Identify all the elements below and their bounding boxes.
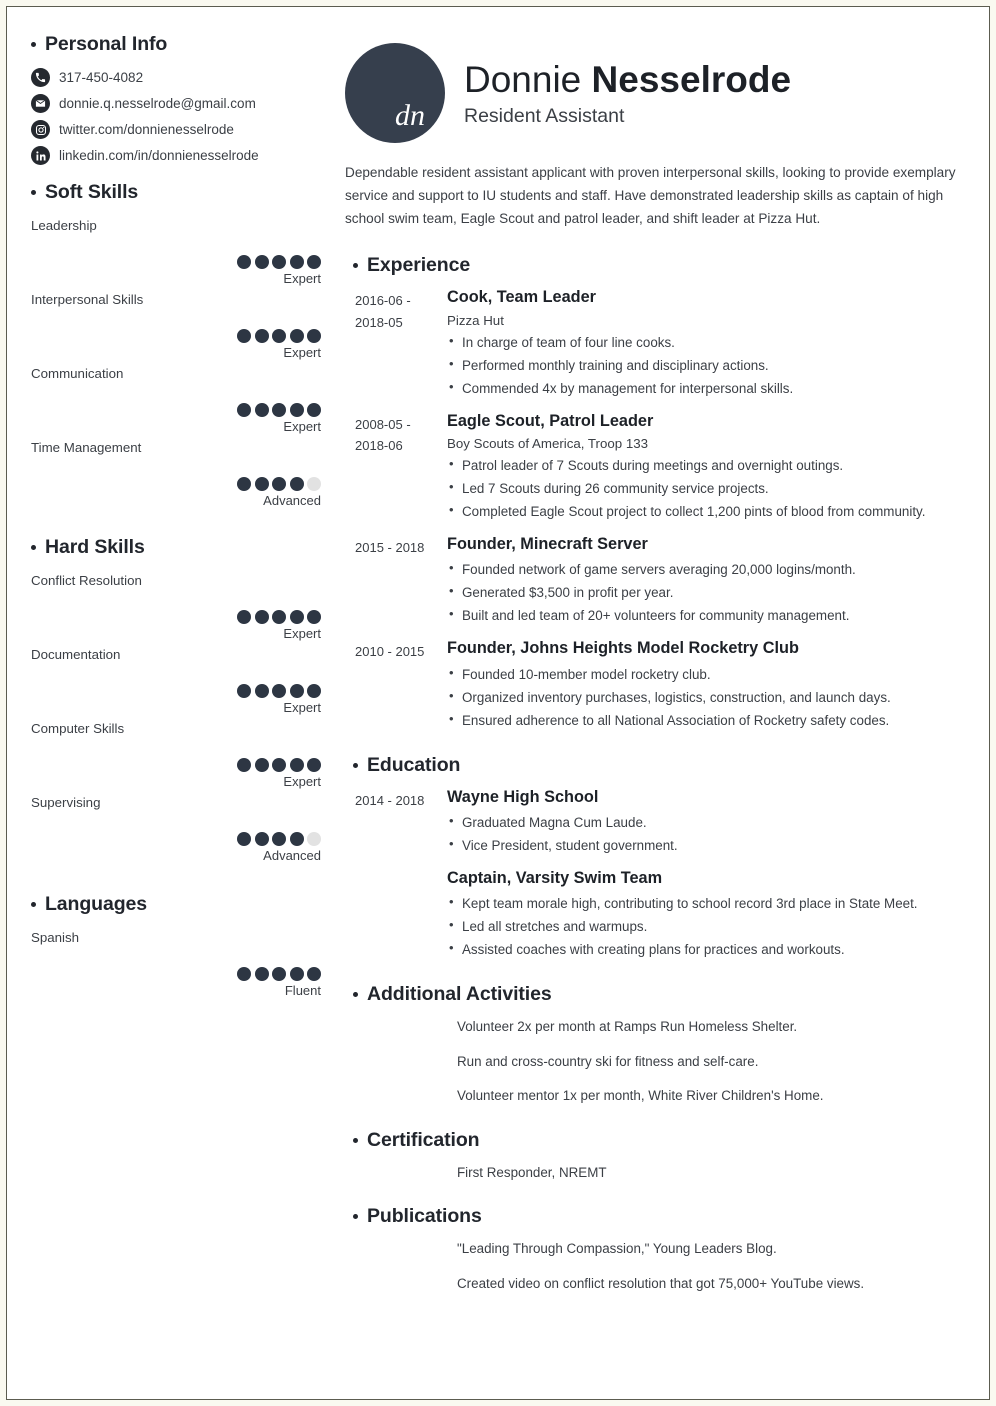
rating-dot: [307, 967, 321, 981]
rating-dot: [237, 255, 251, 269]
skill-label: Communication: [31, 366, 124, 381]
rating-dot: [307, 403, 321, 417]
main-content: [337, 33, 967, 1389]
first-name: Donnie: [464, 59, 582, 100]
section-title: Education: [367, 753, 461, 776]
skill-item: [31, 218, 323, 286]
rating-dot: [237, 758, 251, 772]
rating-dot: [255, 477, 269, 491]
bullet-item: • Organized inventory purchases, logistics, construction, and launch days.: [447, 686, 967, 709]
additional-activities-list: [345, 1016, 967, 1106]
skill-rating: [31, 832, 323, 846]
skill-rating: [31, 610, 323, 624]
section-title: Additional Activities: [367, 983, 552, 1006]
resume-header: [345, 33, 967, 143]
rating-dot: [272, 684, 286, 698]
list-item: Run and cross-country ski for fitness and self-care.: [457, 1053, 759, 1069]
skill-label: Time Management: [31, 440, 142, 455]
skill-label: Documentation: [31, 647, 121, 662]
resume-entry: [345, 534, 967, 627]
soft-skills-list: [31, 218, 323, 508]
bullet-icon: [31, 190, 36, 195]
entry-bullets: [447, 558, 967, 627]
rating-dot: [307, 832, 321, 846]
rating-dot: [290, 329, 304, 343]
last-name: Nesselrode: [591, 59, 792, 100]
resume-entry: [345, 787, 967, 857]
section-heading-publications: [353, 1205, 967, 1228]
skill-item: [31, 721, 323, 789]
contact-item[interactable]: [31, 146, 323, 165]
skill-level: Expert: [283, 626, 321, 641]
rating-dot: [255, 255, 269, 269]
section-heading-certification: [353, 1129, 967, 1152]
skill-label: Spanish: [31, 930, 80, 945]
avatar: [345, 43, 445, 143]
list-item: Volunteer mentor 1x per month, White River Children's Home.: [457, 1088, 824, 1104]
rating-dot: [272, 255, 286, 269]
email-icon: [31, 94, 50, 113]
skill-item: [31, 440, 323, 508]
languages-list: [31, 930, 323, 998]
skill-label: Supervising: [31, 795, 101, 810]
entry-title: Eagle Scout, Patrol Leader: [447, 411, 654, 430]
rating-dot: [237, 832, 251, 846]
entry-dates: 2015 - 2018: [355, 540, 425, 556]
skill-level: Expert: [283, 419, 321, 434]
skill-label: Interpersonal Skills: [31, 292, 144, 307]
entry-body: [447, 868, 967, 961]
list-item: Created video on conflict resolution that got 75,000+ YouTube views.: [457, 1275, 865, 1291]
skill-item: [31, 573, 323, 641]
entry-subtitle: Boy Scouts of America, Troop 133: [447, 435, 649, 451]
rating-dot: [290, 832, 304, 846]
sidebar: [31, 33, 337, 1389]
rating-dot: [290, 967, 304, 981]
rating-dot: [255, 758, 269, 772]
section-title: Personal Info: [45, 33, 168, 55]
entry-title: Captain, Varsity Swim Team: [447, 869, 663, 887]
contact-value: donnie.q.nesselrode@gmail.com: [59, 96, 256, 111]
bullet-item: • Performed monthly training and disciplinary actions.: [447, 354, 967, 377]
header-text: [445, 33, 791, 128]
skill-level: Expert: [283, 700, 321, 715]
contact-item[interactable]: [31, 94, 323, 113]
skill-label: Leadership: [31, 218, 97, 233]
section-title: Experience: [367, 254, 471, 277]
entry-dates: [345, 868, 447, 961]
certification-list: [345, 1162, 967, 1183]
bullet-icon: [353, 763, 358, 768]
list-item: Volunteer 2x per month at Ramps Run Homeless Shelter.: [457, 1019, 798, 1035]
entry-dates: 2016-06 - 2018-05: [355, 293, 411, 330]
skill-rating: [31, 477, 323, 491]
rating-dot: [237, 684, 251, 698]
summary-text: Dependable resident assistant applicant with proven interpersonal skills, looking to provide exemplary service and support to IU students and staff. Have demonstrated leadership skills as captain of high school swim team, Eagle Scout and patrol leader, and shift leader at Pizza Hut.: [345, 165, 956, 226]
rating-dot: [307, 684, 321, 698]
entry-bullets: [447, 454, 967, 523]
resume-entry: [345, 868, 967, 961]
avatar-initials: dn: [395, 99, 425, 132]
bullet-item: • Built and led team of 20+ volunteers for community management.: [447, 604, 967, 627]
contact-value: 317-450-4082: [59, 70, 144, 85]
bullet-item: • Completed Eagle Scout project to collect 1,200 pints of blood from community.: [447, 500, 967, 523]
rating-dot: [272, 758, 286, 772]
entry-dates: 2014 - 2018: [355, 792, 425, 808]
experience-list: [345, 287, 967, 731]
page-title: [464, 60, 791, 100]
entry-dates: 2010 - 2015: [355, 644, 425, 660]
entry-title: Wayne High School: [447, 787, 599, 806]
section-heading-languages: [31, 893, 323, 916]
rating-dot: [272, 610, 286, 624]
bullet-item: • Graduated Magna Cum Laude.: [447, 811, 967, 834]
entry-body: [447, 787, 967, 857]
list-item: "Leading Through Compassion," Young Leaders Blog.: [457, 1241, 777, 1257]
section-heading-hard-skills: [31, 536, 323, 559]
skill-level: Advanced: [263, 848, 321, 863]
skill-rating: [31, 255, 323, 269]
publications-list: [345, 1238, 967, 1294]
bullet-icon: [353, 992, 358, 997]
skill-rating: [31, 329, 323, 343]
skill-label: Conflict Resolution: [31, 573, 142, 588]
bullet-item: • Led 7 Scouts during 26 community service projects.: [447, 477, 967, 500]
rating-dot: [307, 758, 321, 772]
bullet-item: • Kept team morale high, contributing to school record 3rd place in State Meet.: [447, 892, 967, 915]
bullet-item: • Ensured adherence to all National Association of Rocketry safety codes.: [447, 709, 967, 732]
bullet-item: • Patrol leader of 7 Scouts during meetings and overnight outings.: [447, 454, 967, 477]
bullet-item: • Generated $3,500 in profit per year.: [447, 581, 967, 604]
entry-title: Cook, Team Leader: [447, 288, 596, 307]
rating-dot: [255, 329, 269, 343]
bullet-icon: [31, 545, 36, 550]
entry-dates: 2008-05 - 2018-06: [355, 416, 411, 453]
section-title: Soft Skills: [45, 181, 139, 203]
phone-icon: [31, 68, 50, 87]
skill-level: Fluent: [284, 983, 321, 998]
rating-dot: [290, 477, 304, 491]
bullet-item: • Vice President, student government.: [447, 834, 967, 857]
section-heading-soft-skills: [31, 181, 323, 204]
rating-dot: [237, 610, 251, 624]
contact-item[interactable]: [31, 120, 323, 139]
rating-dot: [307, 610, 321, 624]
skill-item: [31, 930, 323, 998]
bullet-item: • Assisted coaches with creating plans for practices and workouts.: [447, 938, 967, 961]
rating-dot: [255, 403, 269, 417]
skill-label: Computer Skills: [31, 721, 125, 736]
rating-dot: [237, 477, 251, 491]
rating-dot: [272, 403, 286, 417]
rating-dot: [290, 403, 304, 417]
rating-dot: [290, 255, 304, 269]
resume-entry: [345, 638, 967, 731]
linkedin-icon: [31, 146, 50, 165]
skill-item: [31, 647, 323, 715]
section-title: Hard Skills: [45, 536, 145, 558]
skill-level: Advanced: [263, 493, 321, 508]
section-heading-personal-info: [31, 33, 323, 56]
resume-entry: [345, 411, 967, 523]
entry-body: [447, 638, 967, 731]
rating-dot: [237, 403, 251, 417]
bullet-item: • In charge of team of four line cooks.: [447, 331, 967, 354]
skill-item: [31, 292, 323, 360]
contact-list: [31, 68, 323, 165]
rating-dot: [272, 477, 286, 491]
rating-dot: [290, 684, 304, 698]
section-heading-education: [353, 754, 967, 777]
bullet-icon: [353, 1214, 358, 1219]
section-title: Languages: [45, 893, 148, 915]
skill-rating: [31, 403, 323, 417]
skill-rating: [31, 758, 323, 772]
skill-item: [31, 366, 323, 434]
rating-dot: [307, 255, 321, 269]
skill-level: Expert: [283, 271, 321, 286]
resume-layout: [7, 7, 989, 1399]
rating-dot: [237, 329, 251, 343]
entry-bullets: [447, 663, 967, 732]
skill-rating: [31, 967, 323, 981]
skill-level: Expert: [283, 774, 321, 789]
entry-bullets: [447, 331, 967, 400]
rating-dot: [255, 610, 269, 624]
instagram-icon: [31, 120, 50, 139]
section-heading-additional-activities: [353, 983, 967, 1006]
bullet-icon: [31, 42, 36, 47]
bullet-icon: [353, 263, 358, 268]
entry-body: [447, 534, 967, 627]
bullet-item: • Founded network of game servers averaging 20,000 logins/month.: [447, 558, 967, 581]
entry-bullets: [447, 811, 967, 857]
section-title: Certification: [367, 1128, 480, 1151]
skill-rating: [31, 684, 323, 698]
rating-dot: [307, 329, 321, 343]
bullet-icon: [353, 1138, 358, 1143]
rating-dot: [290, 610, 304, 624]
contact-item[interactable]: [31, 68, 323, 87]
contact-value: twitter.com/donnienesselrode: [59, 122, 234, 137]
rating-dot: [290, 758, 304, 772]
list-item: First Responder, NREMT: [457, 1164, 607, 1180]
education-list: [345, 787, 967, 962]
entry-bullets: [447, 892, 967, 961]
hard-skills-list: [31, 573, 323, 863]
rating-dot: [307, 477, 321, 491]
rating-dot: [272, 832, 286, 846]
entry-subtitle: Pizza Hut: [447, 312, 504, 328]
rating-dot: [255, 967, 269, 981]
rating-dot: [237, 967, 251, 981]
resume-entry: [345, 287, 967, 399]
contact-value: linkedin.com/in/donnienesselrode: [59, 148, 259, 163]
bullet-item: • Founded 10-member model rocketry club.: [447, 663, 967, 686]
bullet-item: • Commended 4x by management for interpersonal skills.: [447, 377, 967, 400]
resume-page: [6, 6, 990, 1400]
rating-dot: [255, 684, 269, 698]
entry-body: [447, 411, 967, 523]
bullet-icon: [31, 902, 36, 907]
section-heading-experience: [353, 254, 967, 277]
bullet-item: • Led all stretches and warmups.: [447, 915, 967, 938]
entry-title: Founder, Minecraft Server: [447, 535, 648, 554]
section-title: Publications: [367, 1205, 482, 1228]
entry-body: [447, 287, 967, 399]
skill-level: Expert: [283, 345, 321, 360]
entry-title: Founder, Johns Heights Model Rocketry Club: [447, 639, 799, 658]
skill-item: [31, 795, 323, 863]
rating-dot: [272, 967, 286, 981]
rating-dot: [272, 329, 286, 343]
rating-dot: [255, 832, 269, 846]
job-role: Resident Assistant: [464, 104, 625, 127]
